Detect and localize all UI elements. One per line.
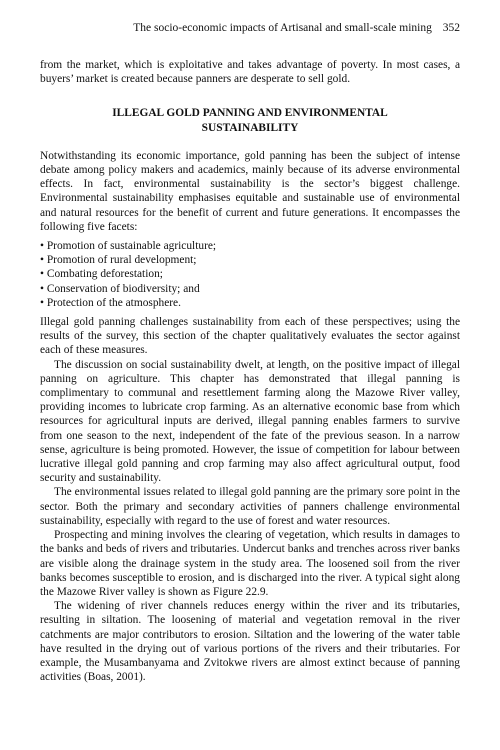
- section-heading: [40, 106, 460, 134]
- list-item: • Promotion of rural development;: [40, 253, 460, 267]
- paragraph-6: The widening of river channels reduces energy within the river and its tributaries, resulting in siltation. The loosening of material and vegetation removal in the river catchments are major contributors to erosion. Siltation and the lowering of the water table have resulted in the drying out of various portions of the rivers and their tributaries. For example, the Musambanyama and Zvitokwe rivers are almost extinct because of panning activities (Boas, 2001).: [40, 600, 460, 684]
- body-text: [40, 58, 460, 684]
- section-heading-line2: SUSTAINABILITY: [201, 121, 299, 134]
- list-item: • Protection of the atmosphere.: [40, 296, 460, 310]
- section-heading-line1: ILLEGAL GOLD PANNING AND ENVIRONMENTAL: [112, 107, 388, 120]
- list-item: • Promotion of sustainable agriculture;: [40, 239, 460, 253]
- paragraph-5: Prospecting and mining involves the clearing of vegetation, which results in damages to the banks and beds of rivers and tributaries. Undercut banks and trenches across river banks are visible along the drainage system in the study area. The loosened soil from the river banks becomes susceptible to erosion, and is discharged into the river. A typical sight along the Mazowe River valley is shown as Figure 22.9.: [40, 529, 460, 598]
- facets-list: [40, 239, 460, 310]
- intro-paragraph: from the market, which is exploitative and takes advantage of poverty. In most cases, a buyers’ market is created because panners are desperate to sell gold.: [40, 59, 460, 86]
- paragraph-1: Notwithstanding its economic importance, gold panning has been the subject of intense debate among policy makers and academics, mainly because of its adverse environmental effects. In fact, environmental sustainability is the sector’s biggest challenge. Environmental sustainability emphasises equitable and sustainable use of environmental and natural resources for the benefit of current and future generations. It encompasses the following five facets:: [40, 149, 460, 233]
- page-number: 352: [442, 22, 460, 34]
- paragraph-3: The discussion on social sustainability dwelt, at length, on the positive impact of illegal panning on agriculture. This chapter has demonstrated that illegal panning is complimentary to communal and resettlement farming along the Mazowe River valley, providing incomes to lubricate crop farming. As an alternative economic base from which resources for agricultural inputs are derived, illegal panning enables farmers to survive from one season to the next, independent of the fate of the previous season. In a narrow sense, agriculture is being promoted. However, the issue of competition for labour between lucrative illegal gold panning and crop farming may also affect agricultural output, food security and sustainability.: [40, 358, 460, 485]
- paragraph-4: The environmental issues related to illegal gold panning are the primary sore point in the sector. Both the primary and secondary activities of panners challenge environmental sustainability, especially with regard to the use of forest and water resources.: [40, 486, 460, 527]
- running-title: The socio-economic impacts of Artisanal and small-scale mining: [133, 22, 432, 34]
- list-item: • Combating deforestation;: [40, 267, 460, 281]
- list-item: • Conservation of biodiversity; and: [40, 282, 460, 296]
- paragraph-2: Illegal gold panning challenges sustainability from each of these perspectives; using the results of the survey, this section of the chapter qualitatively evaluates the sector against each of these measures.: [40, 316, 460, 357]
- running-header: [40, 22, 460, 34]
